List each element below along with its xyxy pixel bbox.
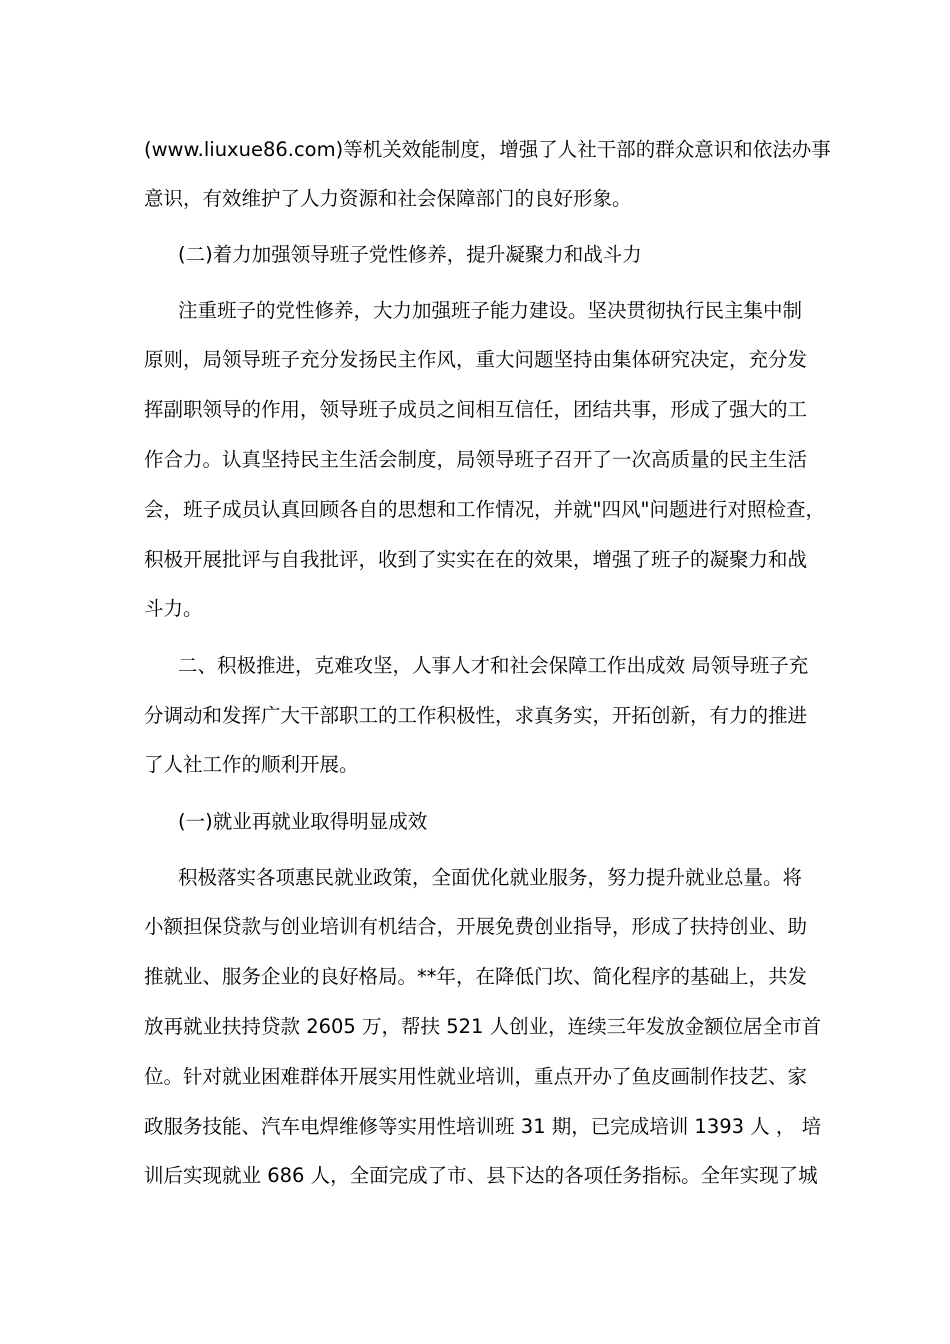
- text-line: 位。针对就业困难群体开展实用性就业培训，重点开办了鱼皮画制作技艺、家: [144, 1065, 808, 1088]
- text-line: 注重班子的党性修养，大力加强班子能力建设。坚决贯彻执行民主集中制: [178, 299, 803, 322]
- text-line: 积极开展批评与自我批评，收到了实实在在的效果，增强了班子的凝聚力和战: [144, 548, 808, 571]
- text-line: 了人社工作的顺利开展。: [144, 753, 359, 776]
- text-line: 会，班子成员认真回顾各自的思想和工作情况，并就"四风"问题进行对照检查，: [144, 498, 825, 521]
- text-line: 斗力。: [144, 597, 203, 620]
- section-heading: (一)就业再就业取得明显成效: [178, 810, 428, 833]
- text-line: 小额担保贷款与创业培训有机结合，开展免费创业指导，形成了扶持创业、助: [144, 915, 808, 938]
- text-line: 政服务技能、汽车电焊维修等实用性培训班 31 期，已完成培训 1393 人 ， 培: [144, 1115, 822, 1138]
- text-line: 挥副职领导的作用，领导班子成员之间相互信任，团结共事，形成了强大的工: [144, 398, 808, 421]
- text-line: 积极落实各项惠民就业政策，全面优化就业服务，努力提升就业总量。将: [178, 866, 803, 889]
- text-line: 原则，局领导班子充分发扬民主作风，重大问题坚持由集体研究决定，充分发: [144, 348, 808, 371]
- text-line: 作合力。认真坚持民主生活会制度，局领导班子召开了一次高质量的民主生活: [144, 448, 808, 471]
- text-line: 放再就业扶持贷款 2605 万，帮扶 521 人创业，连续三年发放金额位居全市首: [144, 1015, 822, 1038]
- text-line: 训后实现就业 686 人，全面完成了市、县下达的各项任务指标。全年实现了城: [144, 1164, 818, 1187]
- text-line: (www.liuxue86.com)等机关效能制度，增强了人社干部的群众意识和依法办事: [144, 138, 831, 161]
- section-heading: (二)着力加强领导班子党性修养，提升凝聚力和战斗力: [178, 243, 642, 266]
- text-line: 推就业、服务企业的良好格局。**年，在降低门坎、简化程序的基础上，共发: [144, 965, 808, 988]
- section-heading: 二、积极推进，克难攻坚，人事人才和社会保障工作出成效 局领导班子充: [178, 654, 809, 677]
- text-line: 分调动和发挥广大干部职工的工作积极性，求真务实，开拓创新，有力的推进: [144, 704, 808, 727]
- text-line: 意识，有效维护了人力资源和社会保障部门的良好形象。: [144, 187, 632, 210]
